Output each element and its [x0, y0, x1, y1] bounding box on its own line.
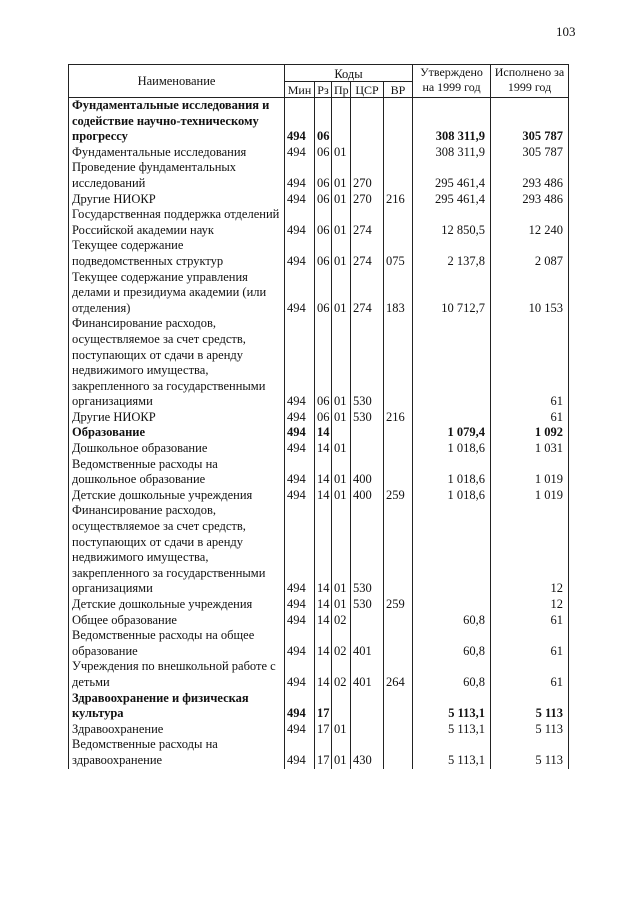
row-csr: 430 — [351, 737, 384, 768]
header-name: Наименование — [69, 65, 285, 98]
row-min: 494 — [285, 316, 315, 410]
row-name: Детские дошкольные учреждения — [69, 597, 285, 613]
row-approved: 295 461,4 — [413, 192, 491, 208]
header-codes: Коды — [285, 65, 413, 82]
row-approved: 1 018,6 — [413, 441, 491, 457]
row-min: 494 — [285, 628, 315, 659]
row-min: 494 — [285, 613, 315, 629]
row-csr — [351, 98, 384, 145]
row-approved — [413, 597, 491, 613]
row-vr — [384, 441, 413, 457]
row-pr: 02 — [332, 628, 351, 659]
row-pr: 01 — [332, 441, 351, 457]
page-number: 103 — [556, 24, 576, 39]
row-rz: 14 — [315, 613, 332, 629]
row-approved: 5 113,1 — [413, 691, 491, 722]
row-name: Детские дошкольные учреждения — [69, 488, 285, 504]
row-name: Ведомственные расходы на общее образование — [69, 628, 285, 659]
row-executed: 293 486 — [491, 192, 569, 208]
row-rz: 14 — [315, 457, 332, 488]
row-pr: 01 — [332, 207, 351, 238]
table-row — [69, 722, 569, 738]
row-rz: 06 — [315, 145, 332, 161]
header-approved: Утверждено на 1999 год — [413, 65, 491, 98]
row-approved: 5 113,1 — [413, 737, 491, 768]
row-vr — [384, 628, 413, 659]
row-approved: 295 461,4 — [413, 160, 491, 191]
row-executed: 2 087 — [491, 238, 569, 269]
row-rz: 14 — [315, 659, 332, 690]
row-approved — [413, 503, 491, 597]
row-min: 494 — [285, 737, 315, 768]
row-pr — [332, 691, 351, 722]
row-rz: 14 — [315, 628, 332, 659]
row-csr — [351, 613, 384, 629]
row-approved: 12 850,5 — [413, 207, 491, 238]
row-csr — [351, 722, 384, 738]
row-csr: 530 — [351, 316, 384, 410]
table-row — [69, 207, 569, 238]
row-executed: 1 092 — [491, 425, 569, 441]
row-min: 494 — [285, 145, 315, 161]
row-vr: 259 — [384, 488, 413, 504]
table-row — [69, 457, 569, 488]
header-executed: Исполнено за 1999 год — [491, 65, 569, 98]
row-rz: 06 — [315, 410, 332, 426]
table-row — [69, 238, 569, 269]
row-vr: 259 — [384, 597, 413, 613]
row-rz: 14 — [315, 597, 332, 613]
row-min: 494 — [285, 503, 315, 597]
budget-table — [68, 64, 569, 769]
table-row — [69, 145, 569, 161]
row-min: 494 — [285, 488, 315, 504]
row-pr: 01 — [332, 722, 351, 738]
row-name: Здравоохранение — [69, 722, 285, 738]
row-name: Дошкольное образование — [69, 441, 285, 457]
row-csr: 530 — [351, 503, 384, 597]
row-min: 494 — [285, 425, 315, 441]
row-vr — [384, 613, 413, 629]
row-name: Другие НИОКР — [69, 410, 285, 426]
row-name: Проведение фундаментальных исследований — [69, 160, 285, 191]
row-min: 494 — [285, 238, 315, 269]
table-row — [69, 160, 569, 191]
row-csr: 401 — [351, 628, 384, 659]
table-row — [69, 691, 569, 722]
header-rz: Рз — [315, 82, 332, 98]
row-approved — [413, 316, 491, 410]
row-approved: 1 018,6 — [413, 457, 491, 488]
row-min: 494 — [285, 722, 315, 738]
table-row — [69, 441, 569, 457]
row-csr: 401 — [351, 659, 384, 690]
row-csr: 400 — [351, 457, 384, 488]
row-name: Учреждения по внешкольной работе с детьми — [69, 659, 285, 690]
row-pr: 02 — [332, 613, 351, 629]
row-approved: 308 311,9 — [413, 145, 491, 161]
table-body — [69, 98, 569, 769]
row-vr — [384, 145, 413, 161]
row-min: 494 — [285, 192, 315, 208]
table-row — [69, 425, 569, 441]
row-executed: 1 019 — [491, 488, 569, 504]
row-approved: 308 311,9 — [413, 98, 491, 145]
row-vr — [384, 425, 413, 441]
row-csr: 530 — [351, 410, 384, 426]
row-min: 494 — [285, 597, 315, 613]
row-min: 494 — [285, 160, 315, 191]
row-executed: 61 — [491, 613, 569, 629]
row-vr — [384, 691, 413, 722]
row-pr: 01 — [332, 503, 351, 597]
row-name: Государственная поддержка отделений Российской академии наук — [69, 207, 285, 238]
row-pr: 01 — [332, 316, 351, 410]
row-executed: 12 — [491, 597, 569, 613]
row-rz: 06 — [315, 316, 332, 410]
row-min: 494 — [285, 691, 315, 722]
row-executed: 1 031 — [491, 441, 569, 457]
row-rz: 06 — [315, 207, 332, 238]
row-approved: 10 712,7 — [413, 270, 491, 317]
row-pr: 01 — [332, 597, 351, 613]
table-row — [69, 503, 569, 597]
row-rz: 14 — [315, 503, 332, 597]
table-row — [69, 192, 569, 208]
row-pr: 01 — [332, 270, 351, 317]
row-vr: 216 — [384, 410, 413, 426]
row-executed: 61 — [491, 410, 569, 426]
row-executed: 305 787 — [491, 98, 569, 145]
row-min: 494 — [285, 457, 315, 488]
row-vr — [384, 316, 413, 410]
row-name: Здравоохранение и физическая культура — [69, 691, 285, 722]
row-executed: 5 113 — [491, 691, 569, 722]
row-executed: 293 486 — [491, 160, 569, 191]
row-vr: 075 — [384, 238, 413, 269]
row-rz: 17 — [315, 737, 332, 768]
row-rz: 17 — [315, 691, 332, 722]
table-row — [69, 628, 569, 659]
row-pr — [332, 425, 351, 441]
header-vr: ВР — [384, 82, 413, 98]
row-rz: 14 — [315, 488, 332, 504]
row-executed: 61 — [491, 659, 569, 690]
table-row — [69, 316, 569, 410]
row-vr: 264 — [384, 659, 413, 690]
header-csr: ЦСР — [351, 82, 384, 98]
row-rz: 06 — [315, 160, 332, 191]
row-approved: 1 079,4 — [413, 425, 491, 441]
row-pr: 02 — [332, 659, 351, 690]
row-executed: 12 240 — [491, 207, 569, 238]
row-pr: 01 — [332, 457, 351, 488]
row-executed: 1 019 — [491, 457, 569, 488]
row-vr — [384, 503, 413, 597]
row-name: Другие НИОКР — [69, 192, 285, 208]
row-vr — [384, 737, 413, 768]
row-csr: 530 — [351, 597, 384, 613]
row-rz: 06 — [315, 98, 332, 145]
table-row — [69, 270, 569, 317]
row-executed: 61 — [491, 316, 569, 410]
row-approved: 60,8 — [413, 659, 491, 690]
row-approved: 5 113,1 — [413, 722, 491, 738]
row-rz: 14 — [315, 441, 332, 457]
row-executed: 305 787 — [491, 145, 569, 161]
row-csr: 274 — [351, 270, 384, 317]
row-min: 494 — [285, 441, 315, 457]
header-pr: Пр — [332, 82, 351, 98]
row-rz: 06 — [315, 270, 332, 317]
row-min: 494 — [285, 207, 315, 238]
table-row — [69, 613, 569, 629]
table-row — [69, 597, 569, 613]
table-row — [69, 737, 569, 768]
row-name: Ведомственные расходы на здравоохранение — [69, 737, 285, 768]
row-name: Фундаментальные исследования и содействие научно-техническому прогрессу — [69, 98, 285, 145]
row-csr: 270 — [351, 192, 384, 208]
row-name: Финансирование расходов, осуществляемое за счет средств, поступающих от сдачи в аренду недвижимого имущества, закрепленного за государственными организациями — [69, 503, 285, 597]
row-approved: 60,8 — [413, 613, 491, 629]
row-name: Образование — [69, 425, 285, 441]
row-csr: 274 — [351, 238, 384, 269]
header-min: Мин — [285, 82, 315, 98]
row-csr: 400 — [351, 488, 384, 504]
row-vr: 216 — [384, 192, 413, 208]
row-pr: 01 — [332, 238, 351, 269]
row-min: 494 — [285, 270, 315, 317]
table-row — [69, 98, 569, 145]
row-csr: 270 — [351, 160, 384, 191]
row-rz: 06 — [315, 238, 332, 269]
row-executed: 10 153 — [491, 270, 569, 317]
row-rz: 17 — [315, 722, 332, 738]
row-rz: 14 — [315, 425, 332, 441]
row-min: 494 — [285, 659, 315, 690]
row-csr — [351, 145, 384, 161]
row-csr — [351, 441, 384, 457]
row-pr: 01 — [332, 410, 351, 426]
row-vr — [384, 160, 413, 191]
table-row — [69, 488, 569, 504]
row-executed: 12 — [491, 503, 569, 597]
row-min: 494 — [285, 410, 315, 426]
row-approved: 60,8 — [413, 628, 491, 659]
row-vr: 183 — [384, 270, 413, 317]
row-rz: 06 — [315, 192, 332, 208]
table-row — [69, 410, 569, 426]
row-vr — [384, 98, 413, 145]
row-pr — [332, 98, 351, 145]
row-csr — [351, 425, 384, 441]
row-pr: 01 — [332, 737, 351, 768]
row-approved — [413, 410, 491, 426]
row-vr — [384, 207, 413, 238]
row-pr: 01 — [332, 145, 351, 161]
row-approved: 2 137,8 — [413, 238, 491, 269]
row-min: 494 — [285, 98, 315, 145]
row-name: Общее образование — [69, 613, 285, 629]
row-pr: 01 — [332, 488, 351, 504]
row-executed: 61 — [491, 628, 569, 659]
row-name: Финансирование расходов, осуществляемое за счет средств, поступающих от сдачи в аренду недвижимого имущества, закрепленного за государственными организациями — [69, 316, 285, 410]
row-name: Текущее содержание управления делами и президиума академии (или отделения) — [69, 270, 285, 317]
row-name: Фундаментальные исследования — [69, 145, 285, 161]
row-csr — [351, 691, 384, 722]
row-pr: 01 — [332, 192, 351, 208]
row-vr — [384, 457, 413, 488]
row-csr: 274 — [351, 207, 384, 238]
row-pr: 01 — [332, 160, 351, 191]
row-name: Текущее содержание подведомственных структур — [69, 238, 285, 269]
row-executed: 5 113 — [491, 737, 569, 768]
row-executed: 5 113 — [491, 722, 569, 738]
table-row — [69, 659, 569, 690]
row-approved: 1 018,6 — [413, 488, 491, 504]
row-vr — [384, 722, 413, 738]
row-name: Ведомственные расходы на дошкольное образование — [69, 457, 285, 488]
